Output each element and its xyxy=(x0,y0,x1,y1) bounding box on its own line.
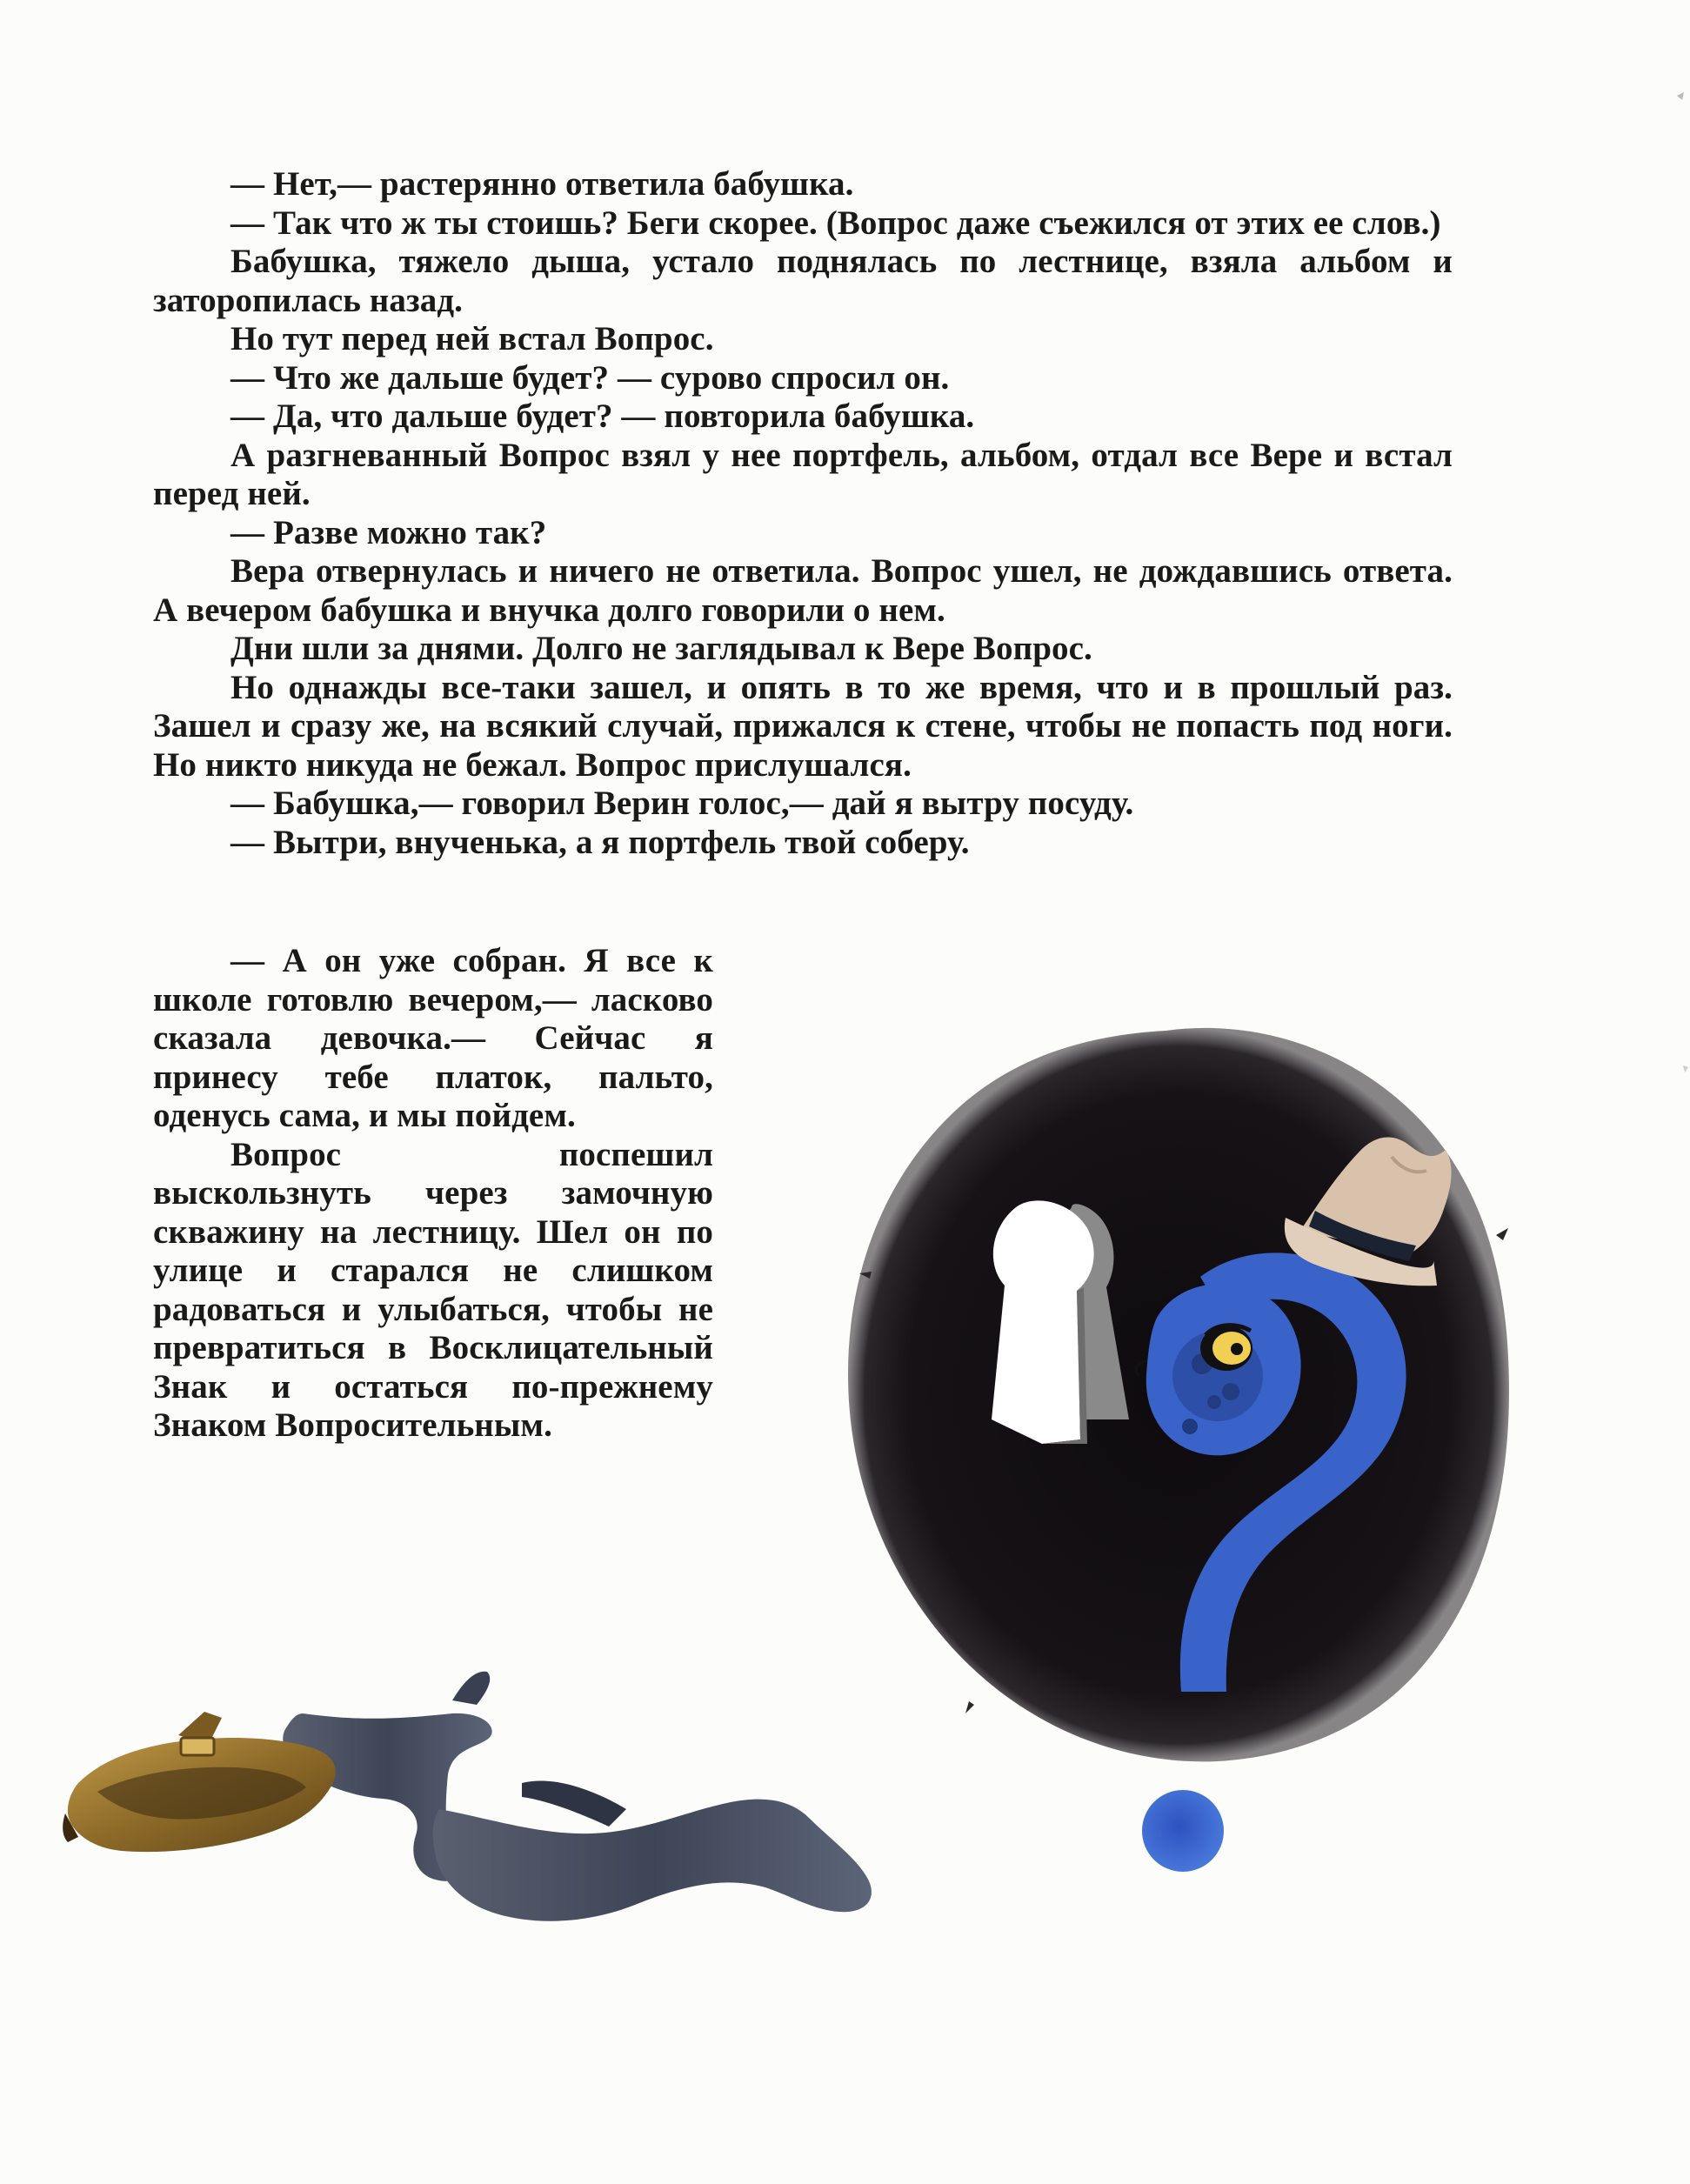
paragraph: Дни шли за днями. Долго не заглядывал к Вере Вопрос. xyxy=(230,630,1092,667)
paragraph: Вопрос поспешил выскользнуть через замочную скважину на лестницу. Шел он по улице и старался не слишком радоваться и улыбаться, чтобы не превратиться в Восклицательный Знак и остаться по-прежнему Знаком Вопросительным. xyxy=(153,1135,713,1444)
shoe-icon xyxy=(63,1712,336,1852)
question-mark-dot xyxy=(1142,1790,1224,1872)
paragraph: Вера отвернулась и ничего не ответила. Вопрос ушел, не дождавшись ответа. А вечером бабушка и внучка долго говорили о нем. xyxy=(153,552,1453,629)
question-mark-character xyxy=(1136,1252,1406,1692)
paragraph: — Да, что дальше будет? — повторила бабушка. xyxy=(230,397,975,435)
left-column-text-block xyxy=(153,942,713,1446)
shoe-trail xyxy=(283,1672,872,1921)
ink-blot xyxy=(848,1028,1509,1761)
paragraph: — Так что ж ты стоишь? Беги скорее. (Вопрос даже съежился от этих ее слов.) xyxy=(230,204,1441,242)
paragraph: Бабушка, тяжело дыша, устало поднялась по лестнице, взяла альбом и заторопилась назад. xyxy=(153,243,1453,319)
paragraph: — Разве можно так? xyxy=(230,513,547,551)
paragraph: — Бабушка,— говорил Верин голос,— дай я вытру посуду. xyxy=(230,785,1134,822)
top-text-block xyxy=(153,165,1453,862)
keyhole-icon xyxy=(992,1200,1129,1444)
eye-icon xyxy=(1200,1326,1252,1371)
paragraph: — Нет,— растерянно ответила бабушка. xyxy=(230,165,854,203)
hat-icon xyxy=(1285,1138,1452,1286)
paragraph: А разгневанный Вопрос взял у нее портфель, альбом, отдал все Вере и встал перед ней. xyxy=(153,436,1453,512)
paragraph: — Вытри, внученька, а я портфель твой соберу. xyxy=(230,823,970,861)
paragraph: Но тут перед ней встал Вопрос. xyxy=(230,320,714,357)
paragraph: — А он уже собран. Я все к школе готовлю вечером,— ласково сказала девочка.— Сейчас я принесу тебе платок, пальто, оденусь сама, и мы пойдем. xyxy=(153,942,713,1134)
paragraph: — Что же дальше будет? — сурово спросил он. xyxy=(230,358,950,397)
paragraph: Но однажды все-таки зашел, и опять в то же время, что и в прошлый раз. Зашел и сразу же, на всякий случай, прижался к стене, чтобы не попасть под ноги. Но никто никуда не бежал. Вопрос прислушался. xyxy=(153,668,1453,784)
